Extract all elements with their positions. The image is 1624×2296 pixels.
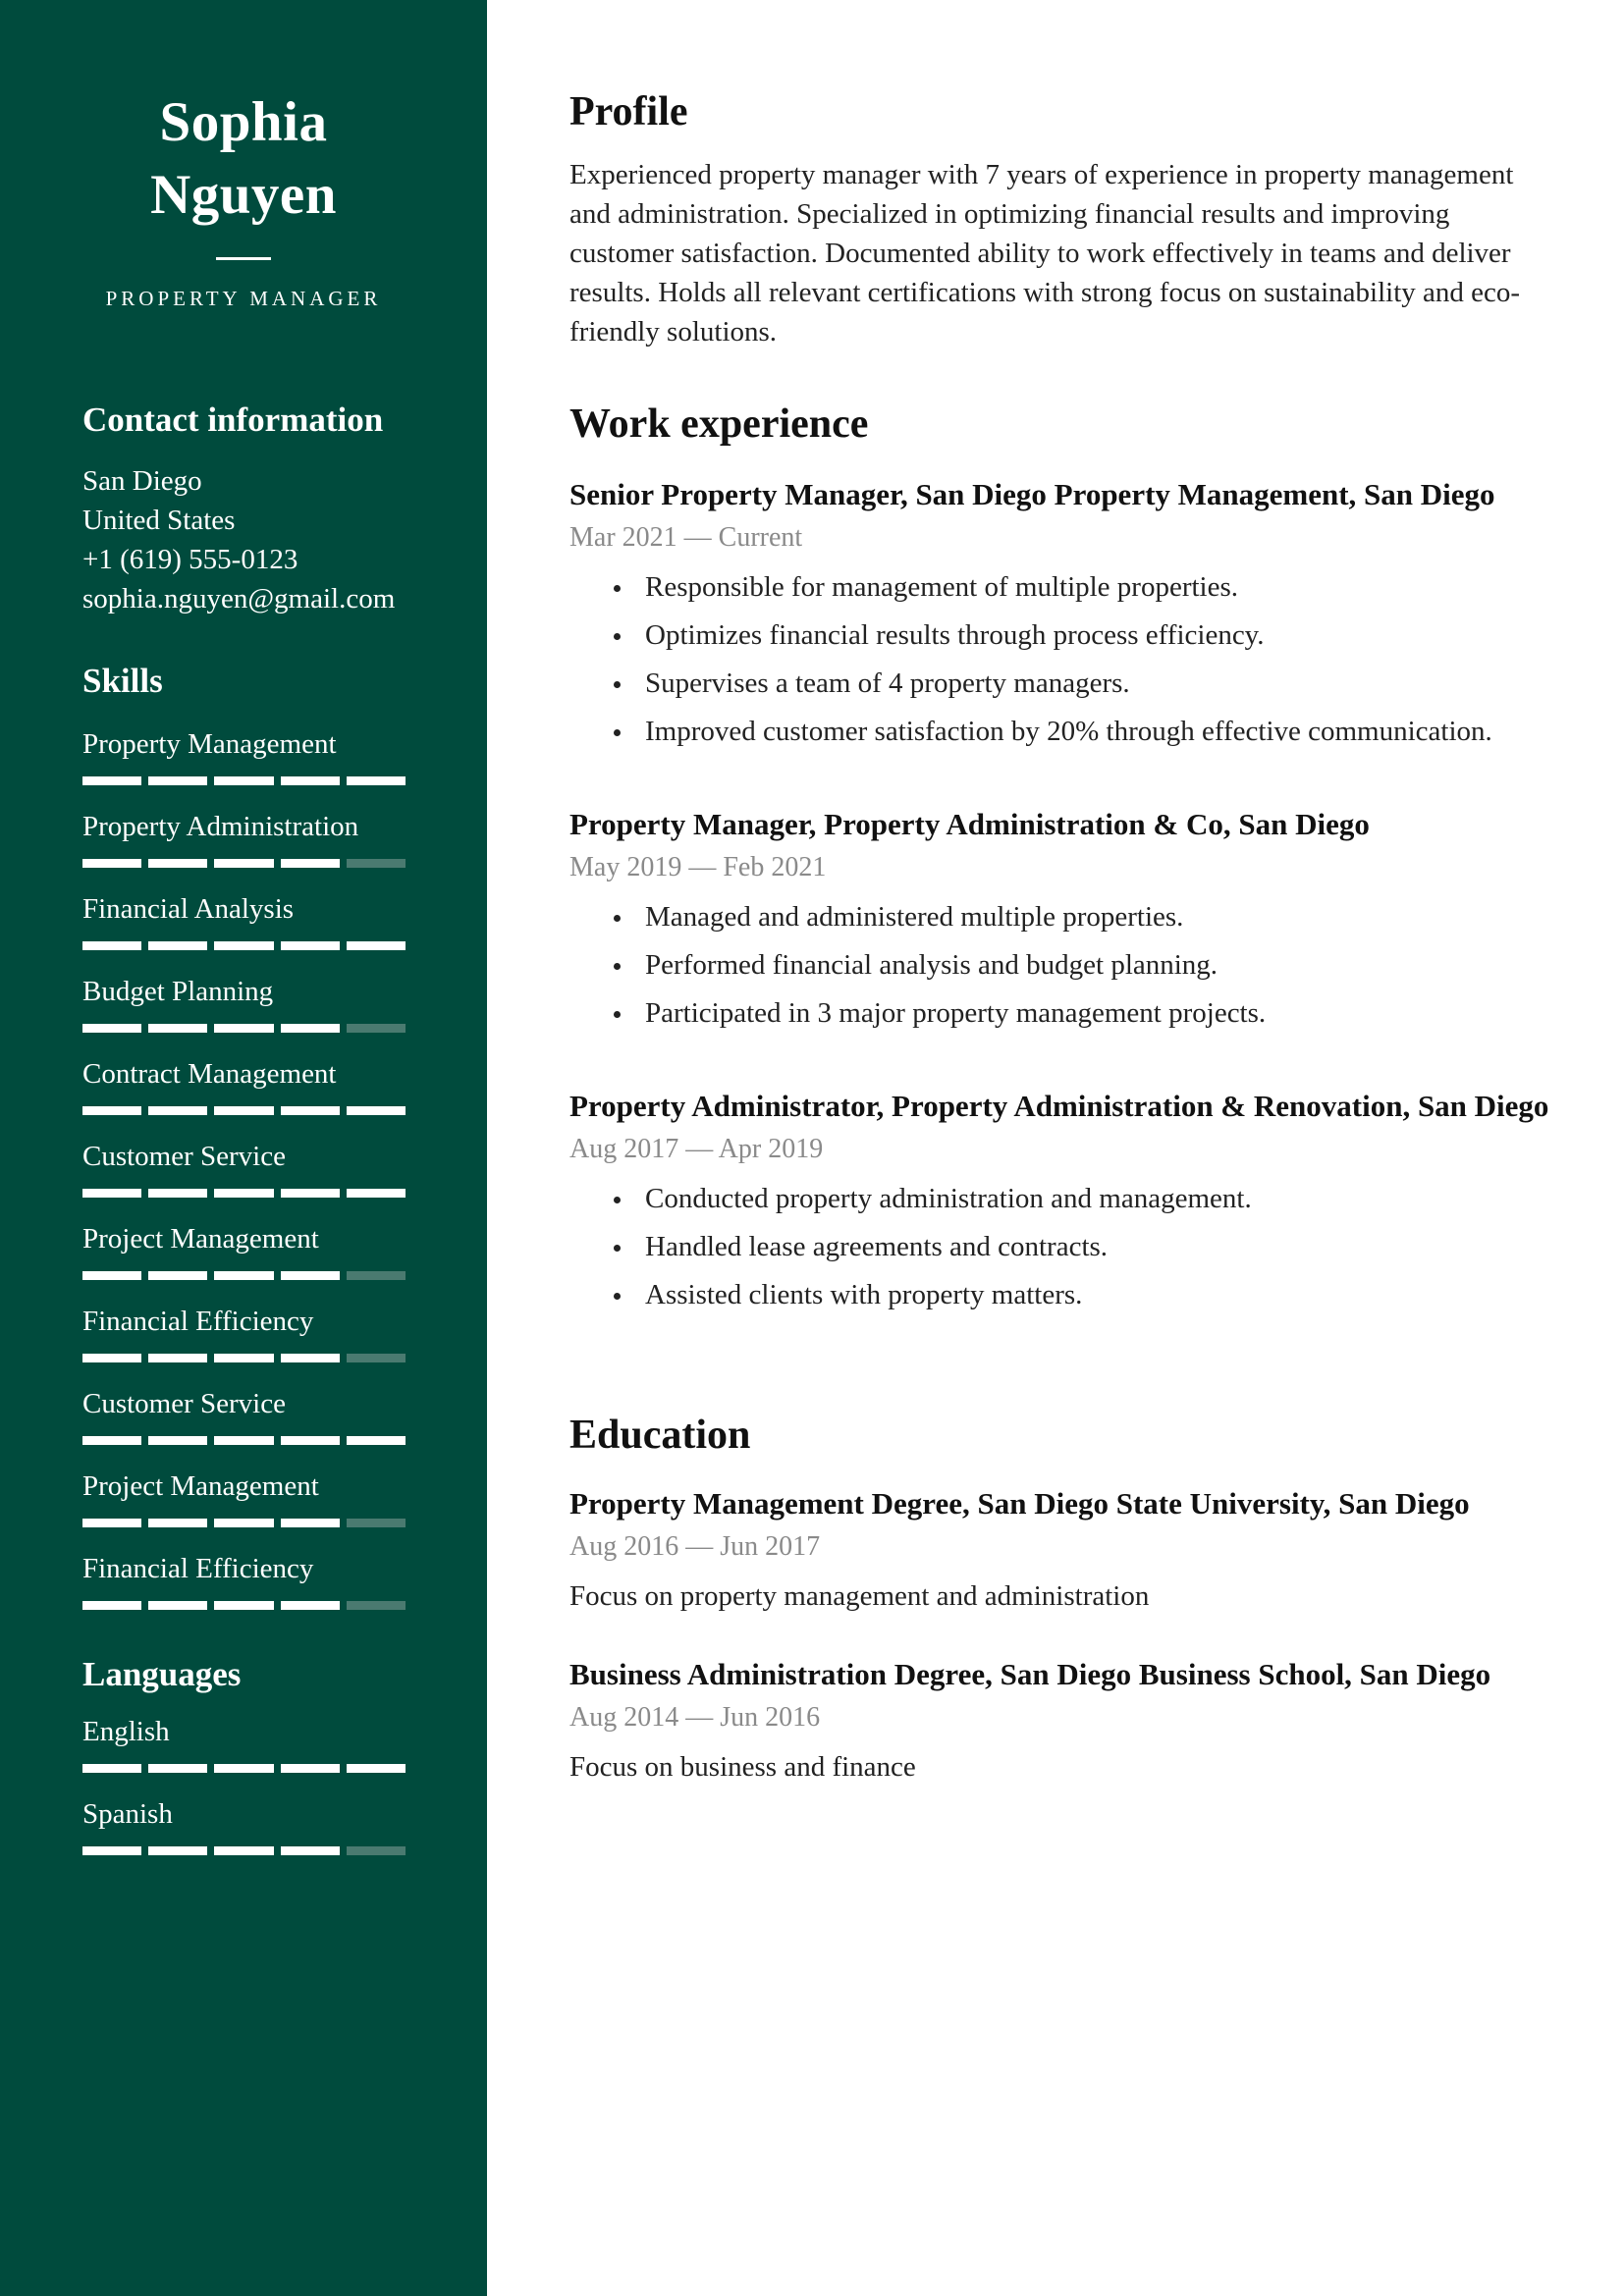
full-name [82, 86, 405, 232]
level-segment [148, 1271, 207, 1280]
level-segment [281, 776, 340, 785]
level-segment [347, 1354, 406, 1362]
skill-level-bar [82, 1024, 406, 1033]
education-heading: Education [569, 1413, 751, 1458]
skill-item [82, 1386, 405, 1468]
skill-name: Project Management [82, 1223, 319, 1255]
level-segment [347, 1846, 406, 1855]
skill-level-bar [82, 941, 406, 950]
skill-item [82, 726, 405, 809]
job-list [569, 473, 1551, 1319]
level-segment [347, 1519, 406, 1527]
contact-city: San Diego [82, 465, 202, 497]
contact-country: United States [82, 505, 236, 536]
level-segment [148, 1024, 207, 1033]
level-segment [82, 776, 141, 785]
education-dates: Aug 2016 — Jun 2017 [569, 1531, 821, 1562]
level-segment [347, 1601, 406, 1610]
skill-name: Budget Planning [82, 976, 274, 1007]
skill-item [82, 1304, 405, 1386]
level-segment [347, 941, 406, 950]
job-dates: Mar 2021 — Current [569, 522, 803, 553]
level-segment [214, 1764, 273, 1773]
level-segment [214, 1189, 273, 1198]
job-entry [569, 473, 1551, 756]
job-bullets [569, 563, 1551, 756]
profile-text: Experienced property manager with 7 years of experience in property management and administration. Specialized in optimizing financial results and improving customer satisfaction. Documented ability to work effectively in teams and deliver results. Holds all relevant certifications with strong focus on sustainability and eco-friendly solutions. [569, 159, 1521, 347]
skill-name: Financial Analysis [82, 893, 295, 925]
level-segment [281, 1354, 340, 1362]
level-segment [347, 1764, 406, 1773]
education-title: Property Management Degree, San Diego State University, San Diego [569, 1486, 1470, 1521]
skill-name: Customer Service [82, 1388, 286, 1419]
level-segment [347, 776, 406, 785]
skill-name: Contract Management [82, 1058, 337, 1090]
level-segment [82, 1189, 141, 1198]
level-segment [148, 859, 207, 868]
level-segment [148, 1436, 207, 1445]
sidebar [0, 0, 487, 2296]
level-segment [281, 1024, 340, 1033]
skill-level-bar [82, 1271, 406, 1280]
education-entry [569, 1482, 1551, 1616]
contact-phone: +1 (619) 555-0123 [82, 544, 298, 575]
profile-heading: Profile [569, 89, 688, 134]
skill-name: Financial Efficiency [82, 1306, 314, 1337]
level-segment [347, 859, 406, 868]
level-segment [281, 941, 340, 950]
education-entry [569, 1653, 1551, 1787]
level-segment [148, 1846, 207, 1855]
job-bullet: Improved customer satisfaction by 20% through effective communication. [614, 708, 1551, 756]
level-segment [148, 1519, 207, 1527]
skill-item [82, 809, 405, 891]
language-level-bar [82, 1764, 406, 1773]
level-segment [148, 941, 207, 950]
level-segment [214, 941, 273, 950]
skill-name: Property Administration [82, 811, 359, 842]
level-segment [347, 1271, 406, 1280]
skill-item [82, 1551, 405, 1633]
job-bullet: Participated in 3 major property management projects. [614, 989, 1551, 1038]
level-segment [148, 1189, 207, 1198]
education-title: Business Administration Degree, San Diego Business School, San Diego [569, 1657, 1491, 1691]
level-segment [82, 1601, 141, 1610]
skill-level-bar [82, 776, 406, 785]
contact-heading: Contact information [82, 400, 384, 439]
level-segment [148, 776, 207, 785]
level-segment [82, 1024, 141, 1033]
skill-level-bar [82, 859, 406, 868]
job-title-line: Property Administrator, Property Administration & Renovation, San Diego [569, 1089, 1549, 1123]
job-bullet: Conducted property administration and management. [614, 1175, 1551, 1223]
job-bullets [569, 893, 1551, 1038]
level-segment [214, 1106, 273, 1115]
level-segment [148, 1354, 207, 1362]
level-segment [82, 1846, 141, 1855]
skill-level-bar [82, 1436, 406, 1445]
level-segment [82, 1436, 141, 1445]
skill-list [82, 726, 405, 1633]
language-item [82, 1796, 405, 1879]
skill-item [82, 974, 405, 1056]
skill-level-bar [82, 1519, 406, 1527]
skill-item [82, 891, 405, 974]
level-segment [281, 1106, 340, 1115]
main-content [569, 0, 1551, 1787]
job-bullet: Assisted clients with property matters. [614, 1271, 1551, 1319]
level-segment [82, 1764, 141, 1773]
job-bullet: Performed financial analysis and budget planning. [614, 941, 1551, 989]
skill-level-bar [82, 1106, 406, 1115]
job-title-line: Senior Property Manager, San Diego Property Management, San Diego [569, 477, 1495, 511]
job-bullet: Optimizes financial results through process efficiency. [614, 612, 1551, 660]
level-segment [347, 1024, 406, 1033]
level-segment [214, 776, 273, 785]
level-segment [82, 1106, 141, 1115]
level-segment [82, 941, 141, 950]
level-segment [281, 1601, 340, 1610]
skill-item [82, 1468, 405, 1551]
first-name: Sophia [159, 91, 328, 153]
skill-level-bar [82, 1354, 406, 1362]
work-heading: Work experience [569, 401, 869, 447]
level-segment [214, 1436, 273, 1445]
skill-level-bar [82, 1189, 406, 1198]
job-title: PROPERTY MANAGER [105, 287, 382, 310]
skill-item [82, 1056, 405, 1139]
level-segment [347, 1436, 406, 1445]
level-segment [82, 859, 141, 868]
level-segment [148, 1601, 207, 1610]
contact-list [82, 461, 405, 618]
level-segment [347, 1189, 406, 1198]
job-bullet: Supervises a team of 4 property managers. [614, 660, 1551, 708]
job-bullet: Handled lease agreements and contracts. [614, 1223, 1551, 1271]
level-segment [281, 1846, 340, 1855]
level-segment [214, 1846, 273, 1855]
skill-name: Financial Efficiency [82, 1553, 314, 1584]
name-divider [216, 257, 271, 260]
education-description: Focus on business and finance [569, 1751, 916, 1783]
skill-item [82, 1221, 405, 1304]
level-segment [82, 1519, 141, 1527]
level-segment [82, 1354, 141, 1362]
level-segment [214, 859, 273, 868]
job-entry [569, 1085, 1551, 1319]
level-segment [281, 1271, 340, 1280]
language-level-bar [82, 1846, 406, 1855]
job-bullet: Responsible for management of multiple properties. [614, 563, 1551, 612]
job-bullets [569, 1175, 1551, 1319]
contact-email: sophia.nguyen@gmail.com [82, 583, 396, 614]
education-list [569, 1482, 1551, 1787]
languages-heading: Languages [82, 1655, 242, 1693]
language-name: English [82, 1716, 170, 1747]
job-title-line: Property Manager, Property Administration & Co, San Diego [569, 807, 1370, 841]
language-name: Spanish [82, 1798, 173, 1830]
level-segment [281, 1519, 340, 1527]
level-segment [347, 1106, 406, 1115]
level-segment [214, 1024, 273, 1033]
skill-name: Property Management [82, 728, 337, 760]
level-segment [281, 859, 340, 868]
level-segment [281, 1764, 340, 1773]
skill-item [82, 1139, 405, 1221]
level-segment [214, 1601, 273, 1610]
level-segment [214, 1271, 273, 1280]
education-dates: Aug 2014 — Jun 2016 [569, 1702, 821, 1733]
language-item [82, 1714, 405, 1796]
job-dates: May 2019 — Feb 2021 [569, 852, 827, 882]
level-segment [281, 1189, 340, 1198]
skill-name: Project Management [82, 1470, 319, 1502]
last-name: Nguyen [150, 164, 337, 226]
skills-heading: Skills [82, 662, 163, 700]
level-segment [82, 1271, 141, 1280]
level-segment [214, 1519, 273, 1527]
education-description: Focus on property management and administration [569, 1580, 1150, 1612]
level-segment [148, 1106, 207, 1115]
language-list [82, 1714, 405, 1879]
skill-name: Customer Service [82, 1141, 286, 1172]
level-segment [148, 1764, 207, 1773]
level-segment [281, 1436, 340, 1445]
level-segment [214, 1354, 273, 1362]
job-entry [569, 803, 1551, 1038]
job-dates: Aug 2017 — Apr 2019 [569, 1134, 824, 1164]
skill-level-bar [82, 1601, 406, 1610]
job-bullet: Managed and administered multiple properties. [614, 893, 1551, 941]
